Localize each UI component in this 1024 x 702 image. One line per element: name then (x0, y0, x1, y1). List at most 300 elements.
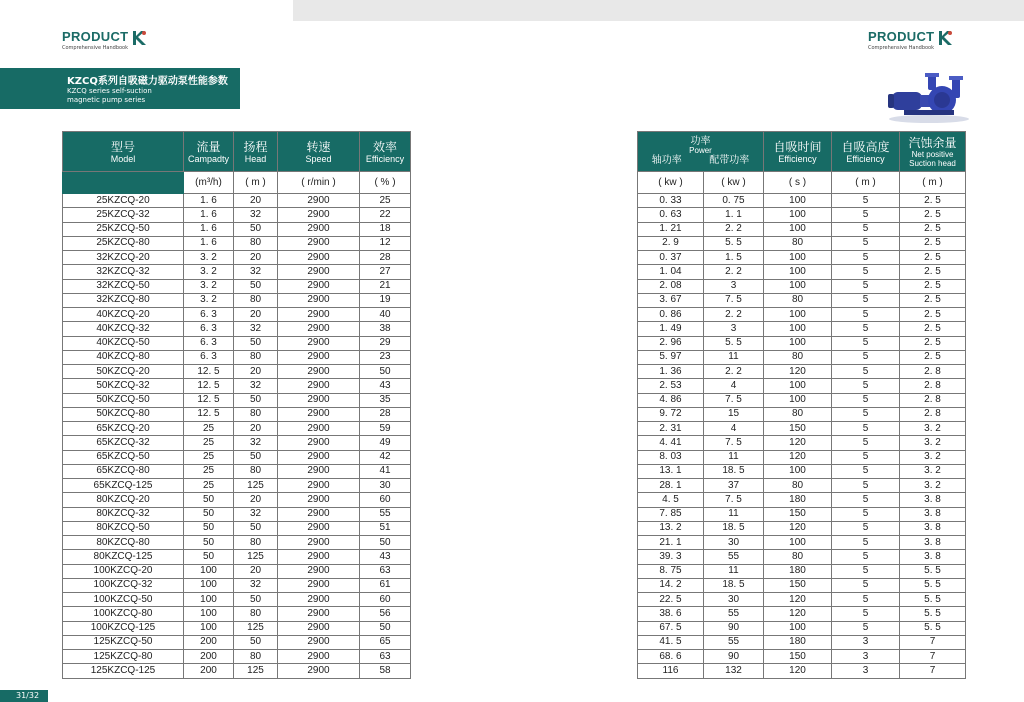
table-row (63, 578, 411, 592)
logo-subtitle: Comprehensive Handbook (868, 45, 935, 51)
cell-head: 20 (234, 422, 278, 436)
cell-efficiency: 38 (360, 322, 411, 336)
table-row (638, 621, 966, 635)
cell-model: 32KZCQ-80 (63, 293, 184, 307)
cell-motor-power: 11 (704, 507, 764, 521)
cell-suction-height: 5 (832, 578, 900, 592)
cell-npsh: 2. 5 (900, 279, 966, 293)
cell-npsh: 2. 5 (900, 336, 966, 350)
cell-head: 125 (234, 479, 278, 493)
right-performance-table (637, 131, 966, 679)
cell-efficiency: 27 (360, 265, 411, 279)
koden-logo-icon (131, 29, 147, 49)
cell-efficiency: 28 (360, 251, 411, 265)
cell-npsh: 2. 5 (900, 208, 966, 222)
cell-head: 50 (234, 635, 278, 649)
cell-shaft-power: 7. 85 (638, 507, 704, 521)
cell-speed: 2900 (278, 578, 360, 592)
cell-head: 80 (234, 350, 278, 364)
cell-motor-power: 11 (704, 350, 764, 364)
cell-suction-time: 120 (764, 607, 832, 621)
cell-model: 125KZCQ-80 (63, 650, 184, 664)
cell-suction-height: 5 (832, 236, 900, 250)
cell-suction-height: 5 (832, 479, 900, 493)
cell-suction-time: 180 (764, 635, 832, 649)
cell-speed: 2900 (278, 536, 360, 550)
table-row (63, 379, 411, 393)
cell-flow: 3. 2 (184, 251, 234, 265)
unit-shaft-power: ( kw ) (638, 172, 704, 194)
cell-shaft-power: 9. 72 (638, 407, 704, 421)
table-row (63, 479, 411, 493)
cell-model: 100KZCQ-20 (63, 564, 184, 578)
cell-suction-height: 5 (832, 279, 900, 293)
cell-motor-power: 132 (704, 664, 764, 678)
cell-speed: 2900 (278, 222, 360, 236)
cell-shaft-power: 2. 9 (638, 236, 704, 250)
cell-npsh: 2. 8 (900, 365, 966, 379)
cell-shaft-power: 0. 63 (638, 208, 704, 222)
table-row (63, 635, 411, 649)
table-row (638, 578, 966, 592)
cell-model: 100KZCQ-125 (63, 621, 184, 635)
table-row (63, 621, 411, 635)
cell-npsh: 2. 5 (900, 308, 966, 322)
cell-motor-power: 5. 5 (704, 336, 764, 350)
cell-shaft-power: 13. 2 (638, 521, 704, 535)
table-row (63, 365, 411, 379)
cell-head: 80 (234, 536, 278, 550)
cell-flow: 6. 3 (184, 322, 234, 336)
cell-efficiency: 42 (360, 450, 411, 464)
cell-suction-time: 80 (764, 550, 832, 564)
cell-npsh: 7 (900, 664, 966, 678)
cell-suction-time: 150 (764, 578, 832, 592)
cell-suction-height: 5 (832, 607, 900, 621)
cell-motor-power: 1. 1 (704, 208, 764, 222)
cell-npsh: 3. 2 (900, 464, 966, 478)
cell-speed: 2900 (278, 650, 360, 664)
cell-suction-time: 80 (764, 293, 832, 307)
table-row (63, 450, 411, 464)
cell-shaft-power: 2. 96 (638, 336, 704, 350)
cell-flow: 12. 5 (184, 407, 234, 421)
table-row (63, 607, 411, 621)
cell-flow: 100 (184, 564, 234, 578)
cell-flow: 50 (184, 550, 234, 564)
table-row (63, 393, 411, 407)
cell-shaft-power: 68. 6 (638, 650, 704, 664)
table-row (638, 493, 966, 507)
table-row (638, 265, 966, 279)
unit-motor-power: ( kw ) (704, 172, 764, 194)
cell-head: 32 (234, 208, 278, 222)
table-row (638, 664, 966, 678)
cell-speed: 2900 (278, 279, 360, 293)
cell-efficiency: 63 (360, 564, 411, 578)
cell-speed: 2900 (278, 493, 360, 507)
table-row (638, 422, 966, 436)
cell-suction-time: 100 (764, 536, 832, 550)
product-logo-right (868, 29, 953, 51)
cell-suction-time: 100 (764, 322, 832, 336)
cell-flow: 200 (184, 650, 234, 664)
cell-model: 50KZCQ-50 (63, 393, 184, 407)
left-table-body (63, 194, 411, 679)
cell-shaft-power: 1. 49 (638, 322, 704, 336)
cell-shaft-power: 3. 67 (638, 293, 704, 307)
table-row (638, 507, 966, 521)
cell-speed: 2900 (278, 236, 360, 250)
cell-shaft-power: 8. 03 (638, 450, 704, 464)
table-row (63, 464, 411, 478)
cell-motor-power: 18. 5 (704, 464, 764, 478)
cell-head: 80 (234, 293, 278, 307)
cell-speed: 2900 (278, 322, 360, 336)
page-number: 31/32 (0, 690, 48, 702)
cell-model: 25KZCQ-32 (63, 208, 184, 222)
cell-npsh: 2. 8 (900, 379, 966, 393)
table-row (638, 521, 966, 535)
cell-motor-power: 7. 5 (704, 436, 764, 450)
cell-model: 40KZCQ-32 (63, 322, 184, 336)
table-row (63, 407, 411, 421)
cell-efficiency: 43 (360, 379, 411, 393)
cell-efficiency: 12 (360, 236, 411, 250)
cell-npsh: 2. 5 (900, 293, 966, 307)
cell-model: 50KZCQ-32 (63, 379, 184, 393)
cell-motor-power: 3 (704, 279, 764, 293)
cell-npsh: 7 (900, 650, 966, 664)
table-row (638, 293, 966, 307)
cell-model: 50KZCQ-80 (63, 407, 184, 421)
cell-flow: 50 (184, 521, 234, 535)
cell-shaft-power: 28. 1 (638, 479, 704, 493)
unit-suction-time: ( s ) (764, 172, 832, 194)
cell-suction-time: 180 (764, 493, 832, 507)
cell-speed: 2900 (278, 208, 360, 222)
cell-efficiency: 29 (360, 336, 411, 350)
cell-model: 65KZCQ-80 (63, 464, 184, 478)
cell-speed: 2900 (278, 593, 360, 607)
header-suction-time: 自吸时间 Efficiency (764, 132, 832, 172)
cell-npsh: 5. 5 (900, 593, 966, 607)
cell-head: 20 (234, 564, 278, 578)
cell-efficiency: 21 (360, 279, 411, 293)
cell-speed: 2900 (278, 664, 360, 678)
cell-shaft-power: 4. 41 (638, 436, 704, 450)
cell-head: 32 (234, 507, 278, 521)
cell-npsh: 5. 5 (900, 564, 966, 578)
header-suction-height: 自吸高度 Efficiency (832, 132, 900, 172)
cell-efficiency: 59 (360, 422, 411, 436)
cell-flow: 50 (184, 493, 234, 507)
table-row (638, 393, 966, 407)
cell-motor-power: 2. 2 (704, 308, 764, 322)
right-table-body (638, 194, 966, 679)
cell-suction-height: 5 (832, 464, 900, 478)
cell-speed: 2900 (278, 407, 360, 421)
cell-flow: 25 (184, 436, 234, 450)
cell-suction-time: 100 (764, 308, 832, 322)
cell-head: 50 (234, 393, 278, 407)
cell-motor-power: 2. 2 (704, 265, 764, 279)
koden-logo-icon (937, 29, 953, 49)
cell-efficiency: 60 (360, 493, 411, 507)
cell-model: 32KZCQ-32 (63, 265, 184, 279)
cell-flow: 50 (184, 536, 234, 550)
cell-npsh: 7 (900, 635, 966, 649)
cell-motor-power: 7. 5 (704, 293, 764, 307)
table-row (63, 279, 411, 293)
cell-motor-power: 11 (704, 564, 764, 578)
cell-head: 50 (234, 222, 278, 236)
cell-flow: 25 (184, 479, 234, 493)
cell-shaft-power: 13. 1 (638, 464, 704, 478)
cell-suction-time: 100 (764, 393, 832, 407)
cell-suction-height: 5 (832, 322, 900, 336)
cell-suction-height: 5 (832, 194, 900, 208)
cell-motor-power: 2. 2 (704, 222, 764, 236)
table-row (638, 194, 966, 208)
cell-efficiency: 19 (360, 293, 411, 307)
cell-motor-power: 0. 75 (704, 194, 764, 208)
cell-suction-height: 5 (832, 336, 900, 350)
cell-head: 32 (234, 265, 278, 279)
cell-efficiency: 41 (360, 464, 411, 478)
cell-suction-height: 5 (832, 436, 900, 450)
table-row (63, 493, 411, 507)
header-motor-power: 配带功率 (709, 154, 750, 166)
header-flow: 流量 Campadty (184, 132, 234, 172)
cell-suction-time: 100 (764, 379, 832, 393)
table-row (63, 422, 411, 436)
cell-npsh: 2. 5 (900, 251, 966, 265)
cell-npsh: 3. 8 (900, 507, 966, 521)
cell-head: 20 (234, 194, 278, 208)
cell-motor-power: 18. 5 (704, 521, 764, 535)
cell-model: 25KZCQ-80 (63, 236, 184, 250)
cell-suction-time: 150 (764, 422, 832, 436)
cell-model: 65KZCQ-125 (63, 479, 184, 493)
cell-speed: 2900 (278, 521, 360, 535)
cell-shaft-power: 0. 33 (638, 194, 704, 208)
cell-model: 100KZCQ-32 (63, 578, 184, 592)
cell-npsh: 2. 5 (900, 322, 966, 336)
cell-suction-height: 5 (832, 293, 900, 307)
cell-speed: 2900 (278, 550, 360, 564)
cell-speed: 2900 (278, 436, 360, 450)
cell-efficiency: 65 (360, 635, 411, 649)
cell-motor-power: 3 (704, 322, 764, 336)
cell-speed: 2900 (278, 350, 360, 364)
table-row (63, 322, 411, 336)
cell-shaft-power: 0. 37 (638, 251, 704, 265)
table-row (63, 564, 411, 578)
cell-flow: 200 (184, 635, 234, 649)
cell-motor-power: 7. 5 (704, 393, 764, 407)
cell-head: 80 (234, 407, 278, 421)
cell-suction-height: 5 (832, 350, 900, 364)
table-row (63, 664, 411, 678)
banner-title-en-1: KZCQ series self-suction (67, 87, 152, 95)
cell-efficiency: 63 (360, 650, 411, 664)
cell-shaft-power: 38. 6 (638, 607, 704, 621)
cell-shaft-power: 22. 5 (638, 593, 704, 607)
cell-model: 80KZCQ-80 (63, 536, 184, 550)
product-logo-left (62, 29, 147, 51)
cell-flow: 50 (184, 507, 234, 521)
cell-speed: 2900 (278, 507, 360, 521)
cell-npsh: 3. 8 (900, 550, 966, 564)
cell-head: 125 (234, 550, 278, 564)
cell-npsh: 2. 5 (900, 194, 966, 208)
units-row (63, 172, 411, 194)
table-row (63, 251, 411, 265)
cell-flow: 12. 5 (184, 379, 234, 393)
table-row (638, 450, 966, 464)
unit-model (63, 172, 184, 194)
cell-suction-time: 120 (764, 521, 832, 535)
cell-shaft-power: 0. 86 (638, 308, 704, 322)
cell-efficiency: 56 (360, 607, 411, 621)
cell-suction-height: 5 (832, 507, 900, 521)
cell-shaft-power: 1. 21 (638, 222, 704, 236)
cell-model: 40KZCQ-50 (63, 336, 184, 350)
cell-flow: 3. 2 (184, 279, 234, 293)
header-speed: 转速 Speed (278, 132, 360, 172)
table-row (63, 308, 411, 322)
cell-efficiency: 49 (360, 436, 411, 450)
logo-word: PRODUCT (62, 29, 129, 44)
cell-flow: 6. 3 (184, 350, 234, 364)
cell-suction-time: 100 (764, 621, 832, 635)
cell-suction-height: 5 (832, 621, 900, 635)
cell-flow: 12. 5 (184, 365, 234, 379)
left-performance-table (62, 131, 411, 679)
cell-motor-power: 55 (704, 607, 764, 621)
table-row (63, 208, 411, 222)
cell-suction-height: 5 (832, 251, 900, 265)
cell-shaft-power: 2. 08 (638, 279, 704, 293)
cell-suction-height: 3 (832, 635, 900, 649)
cell-efficiency: 40 (360, 308, 411, 322)
table-row (63, 265, 411, 279)
unit-speed: ( r/min ) (278, 172, 360, 194)
cell-efficiency: 51 (360, 521, 411, 535)
cell-speed: 2900 (278, 422, 360, 436)
cell-efficiency: 22 (360, 208, 411, 222)
cell-suction-time: 80 (764, 350, 832, 364)
unit-npsh: ( m ) (900, 172, 966, 194)
top-bar (293, 0, 1024, 21)
cell-speed: 2900 (278, 336, 360, 350)
cell-suction-time: 120 (764, 593, 832, 607)
table-row (638, 607, 966, 621)
table-row (638, 308, 966, 322)
cell-efficiency: 60 (360, 593, 411, 607)
cell-speed: 2900 (278, 607, 360, 621)
cell-suction-height: 5 (832, 450, 900, 464)
table-row (638, 479, 966, 493)
cell-suction-height: 3 (832, 664, 900, 678)
cell-speed: 2900 (278, 635, 360, 649)
cell-npsh: 3. 2 (900, 450, 966, 464)
cell-npsh: 5. 5 (900, 621, 966, 635)
cell-model: 32KZCQ-20 (63, 251, 184, 265)
header-head: 扬程 Head (234, 132, 278, 172)
cell-model: 125KZCQ-125 (63, 664, 184, 678)
cell-speed: 2900 (278, 393, 360, 407)
cell-flow: 6. 3 (184, 336, 234, 350)
cell-motor-power: 30 (704, 593, 764, 607)
table-row (63, 350, 411, 364)
unit-flow: (m³/h) (184, 172, 234, 194)
cell-motor-power: 55 (704, 550, 764, 564)
cell-model: 100KZCQ-50 (63, 593, 184, 607)
cell-head: 125 (234, 621, 278, 635)
cell-shaft-power: 1. 04 (638, 265, 704, 279)
units-row (638, 172, 966, 194)
cell-shaft-power: 2. 53 (638, 379, 704, 393)
cell-flow: 25 (184, 464, 234, 478)
cell-model: 50KZCQ-20 (63, 365, 184, 379)
cell-suction-time: 150 (764, 650, 832, 664)
cell-speed: 2900 (278, 265, 360, 279)
cell-efficiency: 50 (360, 365, 411, 379)
cell-speed: 2900 (278, 464, 360, 478)
cell-suction-time: 100 (764, 251, 832, 265)
cell-suction-time: 100 (764, 194, 832, 208)
cell-suction-height: 5 (832, 308, 900, 322)
cell-motor-power: 37 (704, 479, 764, 493)
cell-flow: 1. 6 (184, 194, 234, 208)
cell-suction-height: 5 (832, 493, 900, 507)
cell-efficiency: 35 (360, 393, 411, 407)
cell-suction-height: 5 (832, 265, 900, 279)
cell-suction-time: 120 (764, 450, 832, 464)
table-row (63, 236, 411, 250)
table-row (638, 251, 966, 265)
cell-head: 50 (234, 450, 278, 464)
cell-efficiency: 30 (360, 479, 411, 493)
cell-motor-power: 5. 5 (704, 236, 764, 250)
cell-suction-height: 5 (832, 393, 900, 407)
cell-motor-power: 90 (704, 621, 764, 635)
cell-model: 65KZCQ-32 (63, 436, 184, 450)
table-row (63, 507, 411, 521)
table-row (638, 336, 966, 350)
cell-speed: 2900 (278, 479, 360, 493)
cell-suction-time: 80 (764, 407, 832, 421)
cell-shaft-power: 4. 5 (638, 493, 704, 507)
cell-flow: 25 (184, 422, 234, 436)
cell-suction-time: 120 (764, 436, 832, 450)
table-row (638, 407, 966, 421)
cell-model: 80KZCQ-125 (63, 550, 184, 564)
cell-speed: 2900 (278, 194, 360, 208)
cell-flow: 3. 2 (184, 293, 234, 307)
banner-title-en-2: magnetic pump series (67, 96, 146, 104)
cell-shaft-power: 14. 2 (638, 578, 704, 592)
cell-npsh: 3. 2 (900, 422, 966, 436)
cell-flow: 12. 5 (184, 393, 234, 407)
cell-efficiency: 58 (360, 664, 411, 678)
unit-head: ( m ) (234, 172, 278, 194)
cell-suction-time: 100 (764, 336, 832, 350)
cell-flow: 100 (184, 607, 234, 621)
cell-efficiency: 50 (360, 621, 411, 635)
